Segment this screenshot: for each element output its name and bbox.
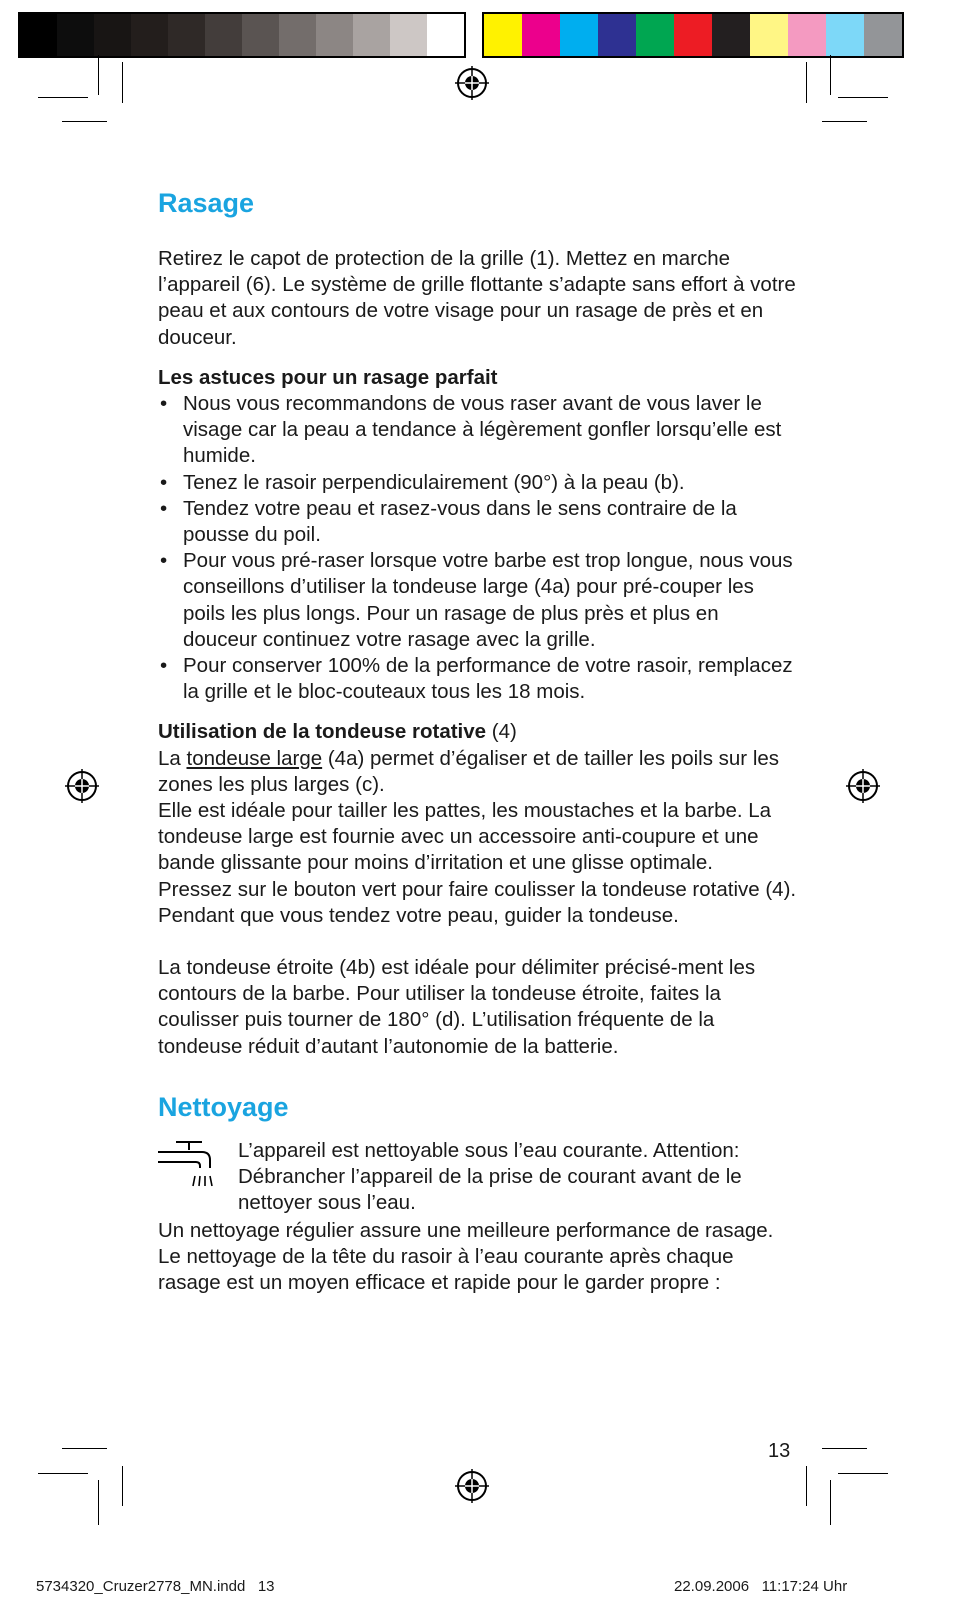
registration-mark-icon — [65, 769, 99, 803]
color-swatch — [427, 14, 464, 56]
color-swatch — [788, 14, 826, 56]
grayscale-color-bar — [18, 12, 466, 58]
tondeuse-large-underlined: tondeuse large — [186, 746, 323, 770]
trimmer-paragraph-1 — [158, 746, 798, 798]
list-item: • Pour conserver 100% de la performance de votre rasoir, remplacez la grille et le bloc-couteaux tous les 18 mois. — [158, 653, 798, 705]
tips-list — [158, 391, 798, 705]
nettoyage-body: Un nettoyage régulier assure une meilleure performance de rasage. Le nettoyage de la tête du rasoir à l’eau courante après chaque rasage est un moyen efficace et rapide pour le garder propre : — [158, 1218, 774, 1295]
process-color-bar — [482, 12, 904, 58]
trimmer-paragraph-3: Pressez sur le bouton vert pour faire coulisser la tondeuse rotative (4). — [158, 877, 797, 901]
color-swatch — [279, 14, 316, 56]
color-swatch — [131, 14, 168, 56]
tips-heading: Les astuces pour un rasage parfait — [158, 365, 498, 389]
tap-text: L’appareil est nettoyable sous l’eau courante. Attention: Débrancher l’appareil de la prise de courant avant de le nettoyer sous l’eau. — [238, 1138, 742, 1215]
color-swatch — [864, 14, 902, 56]
trimmer-paragraph-5: La tondeuse étroite (4b) est idéale pour délimiter précisé-ment les contours de la barbe. Pour utiliser la tondeuse étroite, faites la coulisser puis tourner de 180° (d). L’utilisation fréquente de la tondeuse réduit d’autant l’autonomie de la batterie. — [158, 956, 756, 1058]
registration-mark-icon — [455, 1469, 489, 1503]
trimmer-paragraph-2: Elle est idéale pour tailler les pattes, les moustaches et la barbe. La tondeuse large est fournie avec un accessoire anti-coupure et une bande glissante pour moins d’irritation et une glisse optimale. — [158, 799, 772, 875]
color-swatch — [205, 14, 242, 56]
trimmer-heading: Utilisation de la tondeuse rotative — [158, 720, 487, 744]
color-swatch — [636, 14, 674, 56]
rasage-intro: Retirez le capot de protection de la grille (1). Mettez en marche l’appareil (6). Le système de grille flottante s’adapte sans effort à votre peau et aux contours de votre visage pour un rasage de près et en douceur. — [158, 247, 796, 349]
trimmer-heading-line — [158, 719, 798, 745]
color-swatch — [316, 14, 353, 56]
color-swatch — [57, 14, 94, 56]
color-swatch — [750, 14, 788, 56]
color-swatch — [20, 14, 57, 56]
color-swatch — [598, 14, 636, 56]
registration-mark-icon — [846, 769, 880, 803]
list-item: • Tenez le rasoir perpendiculairement (90°) à la peau (b). — [158, 470, 798, 496]
list-item: • Pour vous pré-raser lorsque votre barbe est trop longue, nous vous conseillons d’utiliser la tondeuse large (4a) pour pré-couper les poils les plus longs. Pour un rasage de plus près et plus en douceur continuez votre rasage avec la grille. — [158, 548, 798, 653]
section-title-nettoyage: Nettoyage — [158, 1091, 289, 1122]
list-item: • Nous vous recommandons de vous raser avant de vous laver le visage car la peau a tendance à légèrement gonfler lorsqu’elle est humide. — [158, 391, 798, 470]
color-swatch — [560, 14, 598, 56]
registration-mark-icon — [455, 66, 489, 100]
color-swatch — [390, 14, 427, 56]
slug-timestamp: 22.09.2006 11:17:24 Uhr — [674, 1578, 848, 1595]
color-swatch — [522, 14, 560, 56]
trimmer-heading-ref: (4) — [486, 720, 517, 744]
trimmer-p1-pre: La — [158, 746, 187, 770]
color-swatch — [94, 14, 131, 56]
water-tap-icon — [158, 1138, 238, 1218]
page-content — [158, 186, 798, 1297]
list-item: • Tendez votre peau et rasez-vous dans le sens contraire de la pousse du poil. — [158, 496, 798, 548]
color-swatch — [168, 14, 205, 56]
trimmer-paragraph-4: Pendant que vous tendez votre peau, guider la tondeuse. — [158, 903, 679, 927]
color-swatch — [353, 14, 390, 56]
page-number: 13 — [768, 1440, 791, 1462]
color-swatch — [242, 14, 279, 56]
color-swatch — [484, 14, 522, 56]
tap-instruction — [158, 1138, 798, 1218]
slug-filename: 5734320_Cruzer2778_MN.indd 13 — [36, 1578, 275, 1595]
section-title-rasage: Rasage — [158, 188, 255, 218]
color-swatch — [674, 14, 712, 56]
trimmer-p1-post: (4a) permet d’égaliser et de tailler les poils sur les zones les plus larges (c). — [158, 746, 780, 796]
color-swatch — [712, 14, 750, 56]
color-swatch — [826, 14, 864, 56]
